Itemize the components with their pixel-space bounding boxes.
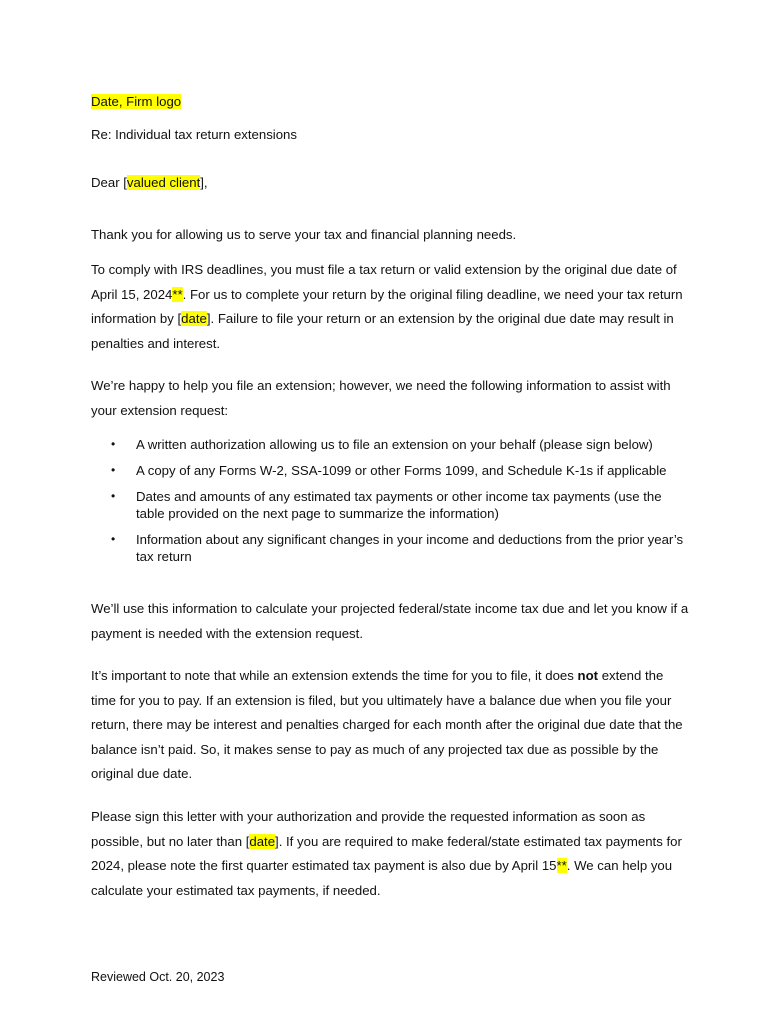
para5-text-b: ]. If you are required to make federal/state estimated tax payments for 2024, please note the first quarter estimated tax payment is also due by April 15: [91, 833, 682, 873]
list-item-text: A copy of any Forms W-2, SSA-1099 or other Forms 1099, and Schedule K-1s if applicable: [136, 463, 667, 478]
salutation: [91, 174, 691, 192]
payment-note-paragraph: [91, 664, 691, 787]
date-placeholder: date: [249, 833, 276, 849]
client-name-placeholder: valued client: [126, 175, 201, 190]
list-item: [91, 436, 691, 453]
list-item-text: Information about any significant changes in your income and deductions from the prior year’s tax return: [136, 532, 684, 564]
para4-text-a: It’s important to note that while an extension extends the time for you to file, it does: [91, 668, 578, 683]
bullet-icon: •: [111, 489, 116, 503]
para5-text-c: . We can help you calculate your estimated tax payments, if needed.: [91, 858, 673, 898]
para1-text-a: To comply with IRS deadlines, you must file a tax return or valid extension by the original due date of April 15, 2024: [91, 262, 677, 302]
date-placeholder: date: [181, 311, 207, 326]
list-item: [91, 462, 691, 479]
footnote-mark: **: [556, 858, 567, 873]
subject-line: Re: Individual tax return extensions: [91, 127, 297, 142]
para5-text-a: Please sign this letter with your authorization and provide the requested information as soon as possible, but no later than [: [91, 809, 646, 849]
projection-paragraph: We’ll use this information to calculate your projected federal/state income tax due and let you know if a payment is needed with the extension request.: [91, 601, 689, 641]
signature-request-paragraph: [91, 805, 691, 903]
bullet-icon: •: [111, 437, 116, 451]
intro-paragraph: Thank you for allowing us to serve your tax and financial planning needs.: [91, 227, 517, 242]
date-firm-logo-placeholder: Date, Firm logo: [91, 94, 182, 109]
reviewed-date-footer: Reviewed Oct. 20, 2023: [91, 970, 225, 984]
para1-text-c: ]. Failure to file your return or an extension by the original due date may result in penalties and interest.: [91, 311, 674, 351]
extension-paragraph: We’re happy to help you file an extension; however, we need the following information to assist with your extension request:: [91, 378, 671, 418]
bullet-icon: •: [111, 463, 116, 477]
list-item-text: Dates and amounts of any estimated tax payments or other income tax payments (use the table provided on the next page to summarize the information): [136, 489, 662, 521]
para4-text-b: extend the time for you to pay. If an extension is filed, but you ultimately have a balance due when you file your return, there may be interest and penalties charged for each month after the original due date that the balance isn’t paid. So, it makes sense to pay as much of any projected tax due as possible by the original due date.: [91, 668, 683, 781]
letter-header: [91, 93, 691, 111]
para1-text-b: . For us to complete your return by the original filing deadline, we need your tax return information by [: [91, 286, 683, 326]
salutation-prefix: Dear [: [91, 175, 127, 190]
emphasis-not: not: [577, 668, 599, 683]
list-item: [91, 531, 691, 565]
footnote-mark: **: [172, 286, 183, 302]
list-item-text: A written authorization allowing us to file an extension on your behalf (please sign below): [136, 437, 653, 452]
requirements-list: [91, 436, 691, 574]
deadline-paragraph: [91, 258, 691, 356]
salutation-suffix: ],: [200, 175, 208, 190]
bullet-icon: •: [111, 532, 116, 546]
list-item: [91, 488, 691, 522]
